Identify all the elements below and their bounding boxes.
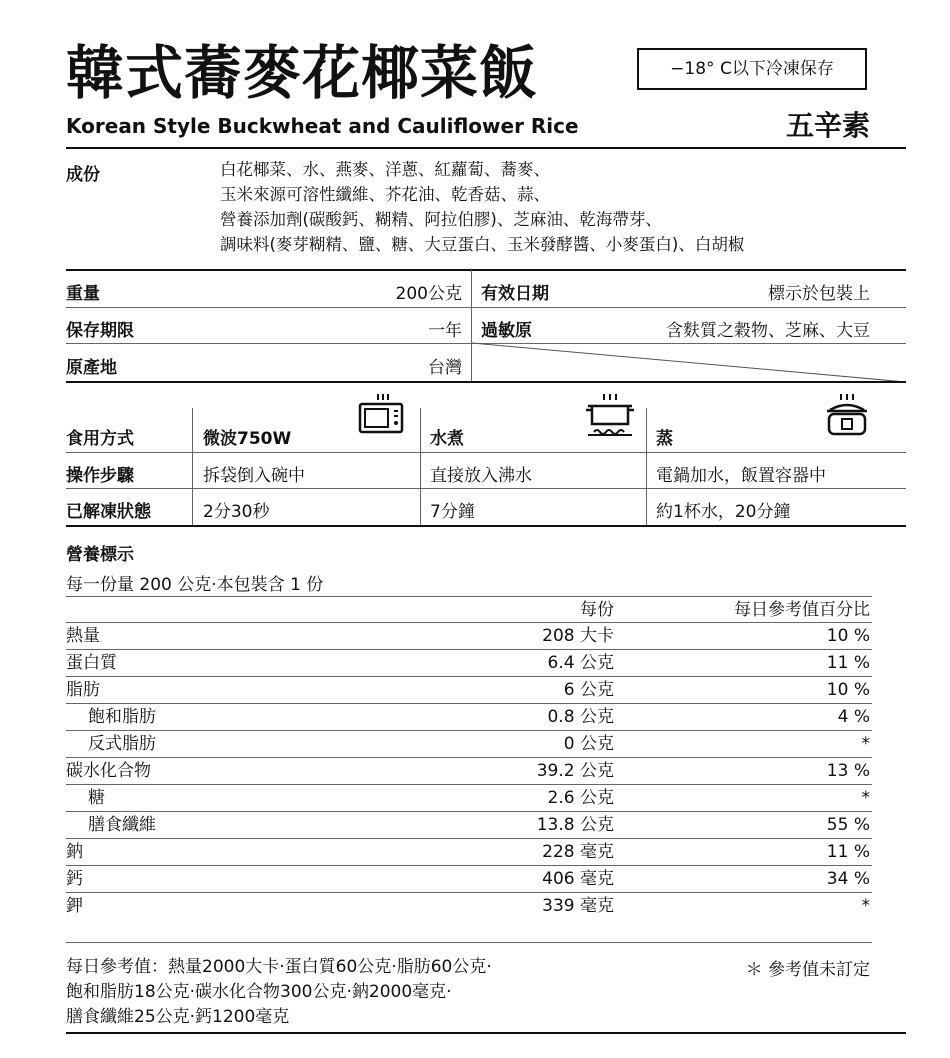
- weight-label: 重量: [66, 284, 100, 304]
- vegetarian-type: 五辛素: [785, 109, 870, 142]
- microwave-time: 2分30秒: [203, 502, 270, 522]
- nutrient-name: 飽和脂肪: [88, 707, 156, 727]
- nutrient-value: 39.2 公克: [536, 761, 614, 781]
- boil-time: 7分鐘: [430, 502, 475, 522]
- nutrient-daily-pct: 10 %: [826, 680, 870, 700]
- divider: [66, 1032, 906, 1034]
- nutrition-row: [66, 651, 872, 675]
- nutrient-value: 0 公克: [563, 734, 614, 754]
- nutrition-row: [66, 894, 872, 918]
- boil-step: 直接放入沸水: [430, 466, 532, 486]
- nutrition-row: [66, 840, 872, 864]
- nutrient-value: 6 公克: [563, 680, 614, 700]
- nutrient-value: 339 毫克: [542, 896, 614, 916]
- divider: [66, 622, 872, 623]
- divider: [66, 942, 872, 943]
- divider: [66, 649, 872, 650]
- footnote-line: 每日參考值：熱量2000大卡‧蛋白質60公克‧脂肪60公克‧: [66, 957, 492, 977]
- nutrition-row: [66, 786, 872, 810]
- divider: [66, 838, 872, 839]
- nutrient-value: 406 毫克: [542, 869, 614, 889]
- divider: [66, 452, 906, 453]
- shelf-life-label: 保存期限: [66, 321, 134, 341]
- allergen-value: 含麩質之穀物、芝麻、大豆: [666, 321, 870, 341]
- divider: [66, 596, 872, 597]
- daily-reference-note: [66, 955, 492, 1030]
- boiling-pot-icon: [584, 392, 636, 438]
- daily-value-header: 每日參考值百分比: [734, 600, 870, 620]
- microwave-step: 拆袋倒入碗中: [203, 466, 305, 486]
- nutrient-daily-pct: *: [861, 896, 870, 916]
- divider: [420, 408, 421, 526]
- footnote-line: 膳食纖維25公克‧鈣1200毫克: [66, 1007, 290, 1027]
- origin-label: 原產地: [66, 358, 117, 378]
- nutrient-daily-pct: *: [861, 788, 870, 808]
- divider: [66, 892, 872, 893]
- steam-step: 電鍋加水，飯置容器中: [656, 466, 826, 486]
- divider: [66, 703, 872, 704]
- ingredients-label: 成份: [66, 165, 100, 185]
- divider: [646, 408, 647, 526]
- microwave-method: 微波750W: [203, 429, 292, 449]
- ingredients-line: 調味料(麥芽糊精、鹽、糖、大豆蛋白、玉米發酵醬、小麥蛋白)、白胡椒: [220, 235, 745, 254]
- nutrition-row: [66, 705, 872, 729]
- divider: [66, 784, 872, 785]
- empty-cell-slash: [472, 342, 908, 384]
- expiry-value: 標示於包裝上: [768, 284, 870, 304]
- nutrient-value: 13.8 公克: [536, 815, 614, 835]
- ingredients-text: [220, 157, 900, 257]
- thawed-label: 已解凍狀態: [66, 502, 151, 522]
- divider: [66, 307, 906, 308]
- ingredients-line: 玉米來源可溶性纖維、芥花油、乾香菇、蒜、: [220, 185, 550, 204]
- serving-size: 每一份量 200 公克‧本包裝含 1 份: [66, 575, 324, 595]
- nutrient-name: 脂肪: [66, 680, 100, 700]
- shelf-life-value: 一年: [428, 321, 462, 341]
- nutrition-row: [66, 678, 872, 702]
- nutrient-value: 228 毫克: [542, 842, 614, 862]
- microwave-icon: [358, 392, 406, 436]
- nutrient-name: 熱量: [66, 626, 100, 646]
- nutrient-daily-pct: 4 %: [837, 707, 870, 727]
- nutrient-daily-pct: 55 %: [826, 815, 870, 835]
- nutrient-value: 2.6 公克: [547, 788, 614, 808]
- nutrient-value: 0.8 公克: [547, 707, 614, 727]
- boil-method: 水煮: [430, 429, 464, 449]
- product-title: 韓式蕎麥花椰菜飯: [66, 39, 539, 107]
- steps-label: 操作步驟: [66, 466, 134, 486]
- nutrient-name: 反式脂肪: [88, 734, 156, 754]
- nutrient-name: 鈉: [66, 842, 83, 862]
- cooking-method-label: 食用方式: [66, 429, 134, 449]
- divider: [66, 381, 906, 383]
- divider: [66, 676, 872, 677]
- nutrition-row: [66, 813, 872, 837]
- nutrient-value: 208 大卡: [542, 626, 614, 646]
- asterisk-note: ＊ 參考值未訂定: [745, 960, 870, 980]
- nutrition-row: [66, 867, 872, 891]
- nutrition-row: [66, 624, 872, 648]
- divider: [66, 865, 872, 866]
- nutrient-daily-pct: 10 %: [826, 626, 870, 646]
- steamer-icon: [824, 392, 870, 438]
- divider: [66, 525, 906, 527]
- ingredients-line: 營養添加劑(碳酸鈣、糊精、阿拉伯膠)、芝麻油、乾海帶芽、: [220, 210, 662, 229]
- divider: [66, 811, 872, 812]
- nutrient-daily-pct: 11 %: [826, 653, 870, 673]
- ingredients-line: 白花椰菜、水、燕麥、洋蔥、紅蘿蔔、蕎麥、: [220, 160, 550, 179]
- nutrition-row: [66, 759, 872, 783]
- nutrient-name: 糖: [88, 788, 105, 808]
- expiry-label: 有效日期: [481, 284, 549, 304]
- nutrient-daily-pct: 13 %: [826, 761, 870, 781]
- nutrient-name: 蛋白質: [66, 653, 117, 673]
- nutrient-name: 膳食纖維: [88, 815, 156, 835]
- divider: [66, 269, 906, 271]
- nutrient-value: 6.4 公克: [547, 653, 614, 673]
- nutrient-daily-pct: 11 %: [826, 842, 870, 862]
- divider: [66, 757, 872, 758]
- divider: [66, 147, 906, 149]
- nutrient-daily-pct: 34 %: [826, 869, 870, 889]
- storage-box: −18° C以下冷凍保存: [637, 48, 867, 90]
- nutrient-name: 鈣: [66, 869, 83, 889]
- nutrient-name: 鉀: [66, 896, 83, 916]
- product-subtitle: Korean Style Buckwheat and Cauliflower Rice: [66, 114, 579, 138]
- nutrition-title: 營養標示: [66, 545, 134, 565]
- footnote-line: 飽和脂肪18公克‧碳水化合物300公克‧鈉2000毫克‧: [66, 982, 452, 1002]
- weight-value: 200公克: [395, 284, 462, 304]
- nutrition-header: [66, 598, 872, 622]
- origin-value: 台灣: [428, 358, 462, 378]
- nutrient-name: 碳水化合物: [66, 761, 151, 781]
- nutrition-row: [66, 732, 872, 756]
- divider: [192, 408, 193, 526]
- allergen-label: 過敏原: [481, 321, 532, 341]
- divider: [66, 488, 906, 489]
- nutrient-daily-pct: *: [861, 734, 870, 754]
- steam-method: 蒸: [656, 429, 673, 449]
- divider: [66, 730, 872, 731]
- per-serving-header: 每份: [580, 600, 614, 620]
- steam-time: 約1杯水，20分鐘: [656, 502, 791, 522]
